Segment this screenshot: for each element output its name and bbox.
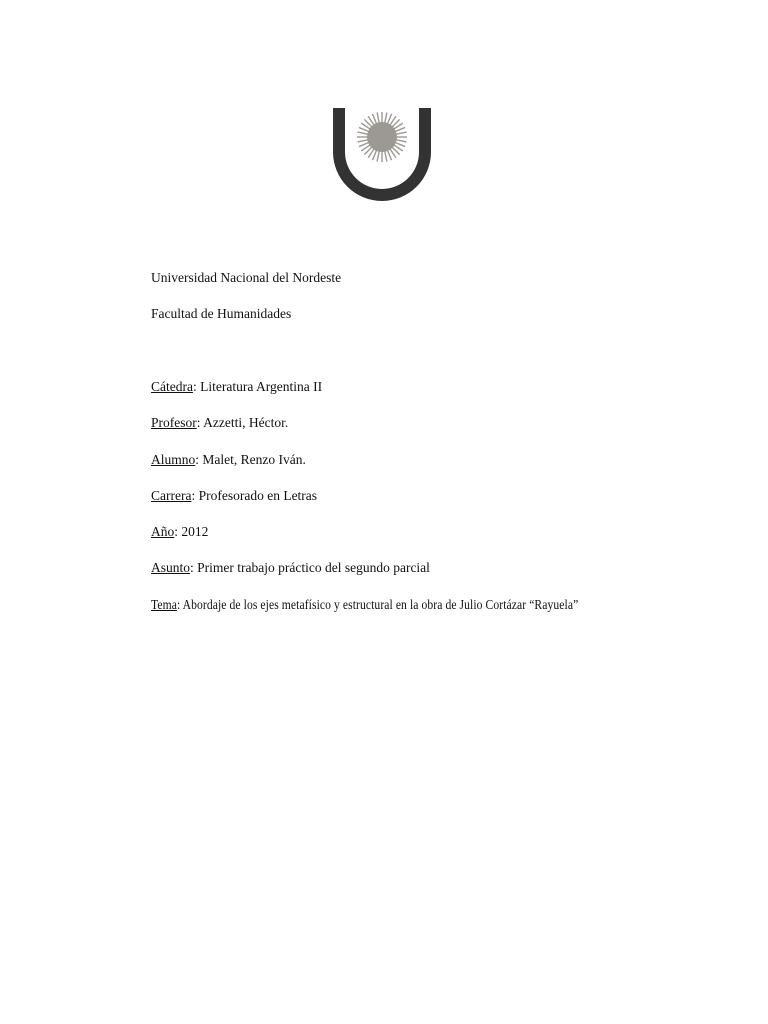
- sun-ray: [385, 112, 387, 123]
- catedra-value: : Literatura Argentina II: [192, 379, 323, 394]
- sun-ray: [396, 132, 407, 134]
- alumno-value: : Malet, Renzo Iván.: [195, 452, 306, 467]
- anio-label: Año: [151, 524, 175, 539]
- carrera-line: [151, 487, 317, 505]
- tema-value: : Abordaje de los ejes metafísico y estructural en la obra de Julio Cortázar “Rayuela”: [176, 597, 579, 612]
- tema-label: Tema: [151, 597, 177, 612]
- alumno-line: [151, 451, 306, 469]
- tema-text: [151, 596, 578, 614]
- carrera-value: : Profesorado en Letras: [191, 488, 318, 503]
- catedra-line: [151, 378, 322, 396]
- sun-ray: [385, 151, 387, 162]
- faculty-name: Facultad de Humanidades: [151, 306, 292, 321]
- asunto-line: [151, 559, 430, 577]
- sun-ray: [377, 151, 379, 162]
- asunto-value: : Primer trabajo práctico del segundo parcial: [190, 560, 430, 575]
- alumno-label: Alumno: [151, 452, 196, 467]
- sun-ray: [396, 140, 407, 142]
- anio-value: : 2012: [174, 524, 209, 539]
- carrera-label: Carrera: [151, 488, 192, 503]
- sun-ray: [357, 132, 368, 134]
- sun-ray: [377, 112, 379, 123]
- profesor-label: Profesor: [151, 415, 197, 430]
- asunto-label: Asunto: [151, 560, 191, 575]
- profesor-line: [151, 414, 288, 432]
- profesor-value: : Azzetti, Héctor.: [196, 415, 289, 430]
- university-name: Universidad Nacional del Nordeste: [151, 270, 342, 285]
- anio-line: [151, 523, 208, 541]
- sun-ray: [357, 140, 368, 142]
- unne-logo: [330, 105, 434, 203]
- tema-line: [151, 596, 648, 614]
- catedra-label: Cátedra: [151, 379, 193, 394]
- sun-core: [367, 122, 397, 152]
